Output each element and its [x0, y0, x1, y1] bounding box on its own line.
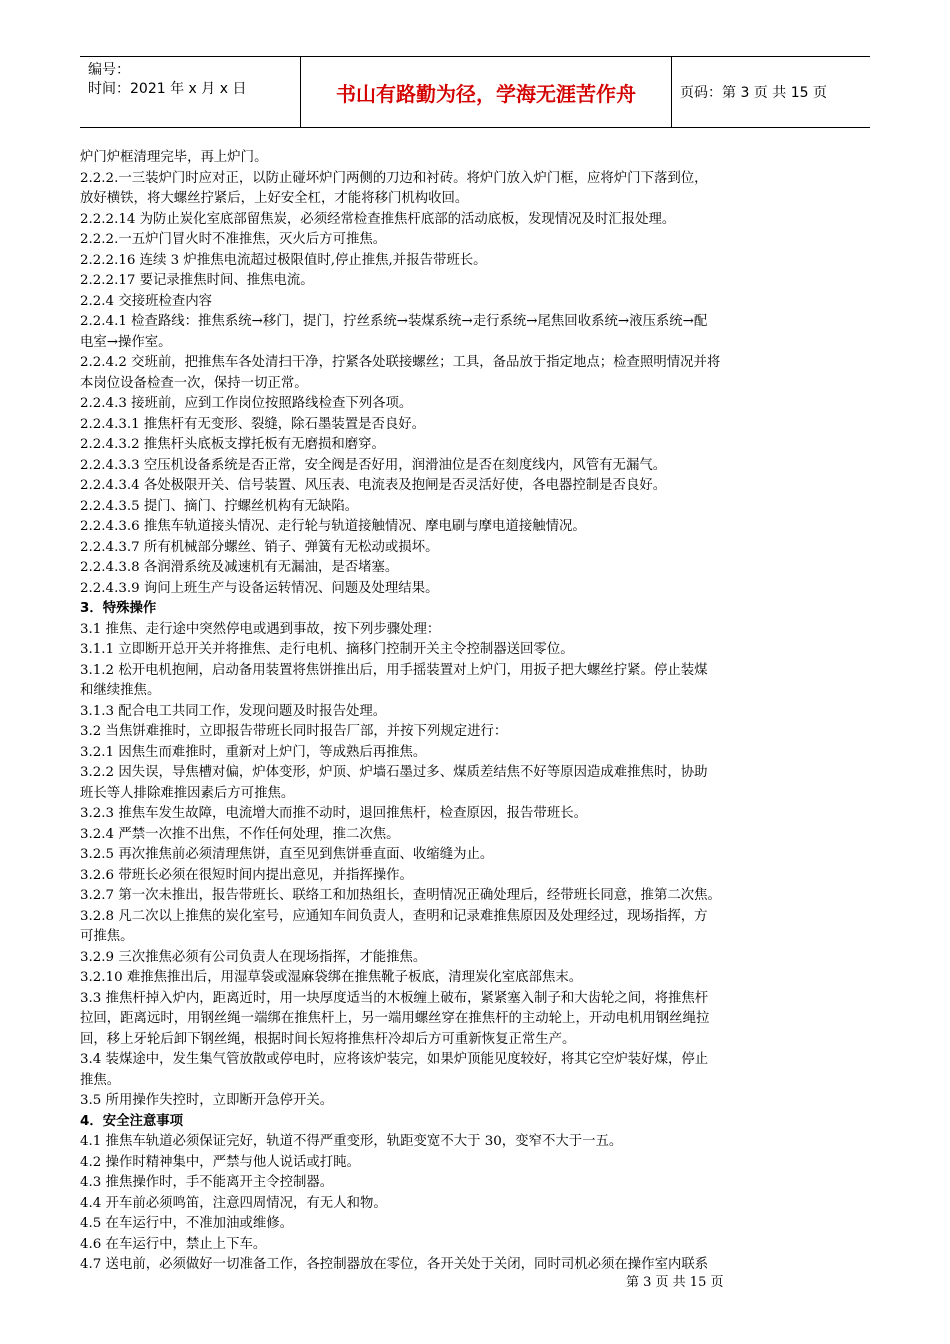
text-line: 2.2.4.3.4 各处极限开关、信号装置、风压表、电流表及抱闸是否灵活好使，各电器控制是否良好。 — [80, 478, 667, 493]
text-line: 2.2.4.2 交班前，把推焦车各处清扫干净，拧紧各处联接螺丝；工具，备品放于指定地点；检查照明情况并将 — [80, 355, 721, 370]
text-line: 4.5 在车运行中，不准加油或维修。 — [80, 1216, 294, 1231]
text-line: 3.1.1 立即断开总开关并将推焦、走行电机、摘移门控制开关主令控制器送回零位。 — [80, 642, 574, 657]
text-line: 回，移上牙轮后卸下钢丝绳，根据时间长短将推焦杆冷却后方可重新恢复正常生产。 — [80, 1031, 576, 1047]
text-line: 炉门炉框清理完毕，再上炉门。 — [80, 150, 268, 165]
text-line: 本岗位设备检查一次，保持一切正常。 — [80, 375, 308, 391]
text-line: 可推焦。 — [80, 929, 134, 944]
date-label: 时间：2021 年 x 月 x 日 — [88, 81, 247, 97]
text-line: 3.2.10 难推焦推出后，用湿草袋或湿麻袋绑在推焦靴子板底，清理炭化室底部焦末。 — [80, 970, 583, 985]
text-line: 3.2.1 因焦生而难推时，重新对上炉门，等成熟后再推焦。 — [80, 744, 427, 760]
text-line: 3.1 推焦、走行途中突然停电或遇到事故，按下列步骤处理： — [80, 621, 441, 637]
text-line: 2.2.4.3.6 推焦车轨道接头情况、走行轮与轨道接触情况、摩电刷与摩电道接触情况。 — [80, 519, 586, 534]
document-body — [80, 148, 872, 1276]
text-line: 3.2.3 推焦车发生故障，电流增大而推不动时，退回推焦杆，检查原因，报告带班长。 — [80, 806, 587, 821]
text-line: 3.5 所用操作失控时，立即断开急停开关。 — [80, 1093, 334, 1108]
text-line: 3.1.2 松开电机抱闸，启动备用装置将焦饼推出后，用手摇装置对上炉门，用扳子把大螺丝拧紧。停止装煤 — [80, 662, 708, 678]
text-line: 2.2.4.3.8 各润滑系统及减速机有无漏油，是否堵塞。 — [80, 560, 399, 575]
text-line: 推焦。 — [80, 1072, 121, 1088]
text-line: 3.2.9 三次推焦必须有公司负责人在现场指挥，才能推焦。 — [80, 949, 427, 965]
text-line: 3.3 推焦杆掉入炉内，距离近时，用一块厚度适当的木板缠上破布，紧紧塞入制子和大齿轮之间，将推焦杆 — [80, 990, 709, 1006]
text-line: 3.2.2 因失误，导焦槽对偏，炉体变形，炉顶、炉墙石墨过多、煤质差结焦不好等原因造成难推焦时，协助 — [80, 765, 708, 780]
text-line: 班长等人排除难推因素后方可推焦。 — [80, 785, 295, 801]
text-line: 3.2.5 再次推焦前必须清理焦饼，直至见到焦饼垂直面、收缩缝为止。 — [80, 847, 494, 862]
text-line: 3.2.4 严禁一次推不出焦，不作任何处理，推二次焦。 — [80, 826, 400, 842]
text-line: 4.6 在车运行中，禁止上下车。 — [80, 1236, 267, 1252]
text-line: 电室→操作室。 — [80, 334, 172, 350]
text-line: 2.2.4.3.9 询问上班生产与设备运转情况、问题及处理结果。 — [80, 580, 439, 596]
text-line: 2.2.4.3.7 所有机械部分螺丝、销子、弹簧有无松动或损坏。 — [80, 539, 439, 555]
text-line: 3.1.3 配合电工共同工作，发现问题及时报告处理。 — [80, 703, 387, 719]
text-line: 4.2 操作时精神集中，严禁与他人说话或打盹。 — [80, 1154, 360, 1170]
doc-number-label: 编号： — [88, 62, 130, 78]
header-page-code — [672, 57, 870, 127]
header-meta — [80, 57, 301, 127]
text-line: 2.2.2.14 为防止炭化室底部留焦炭，必须经常检查推焦杆底部的活动底板，发现情况及时汇报处理。 — [80, 211, 676, 227]
text-line: 2.2.4.3.3 空压机设备系统是否正常，安全阀是否好用，润滑油位是否在刻度线内，风管有无漏气。 — [80, 457, 667, 473]
text-line: 3.4 装煤途中，发生集气管放散或停电时，应将该炉装完，如果炉顶能见度较好，将其它空炉装好煤，停止 — [80, 1052, 709, 1067]
text-line: 拉回，距离远时，用钢丝绳一端绑在推焦杆上，另一端用螺丝穿在推焦杆的主动轮上，开动电机用钢丝绳拉 — [80, 1011, 710, 1026]
text-line: 2.2.4.3.2 推焦杆头底板支撑托板有无磨损和磨穿。 — [80, 437, 385, 452]
text-line: 4.7 送电前，必须做好一切准备工作，各控制器放在零位，各开关处于关闭，同时司机必须在操作室内联系 — [80, 1257, 709, 1272]
text-line: 3.2 当焦饼难推时，立即报告带班长同时报告厂部，并按下列规定进行： — [80, 724, 508, 739]
text-line: 4.4 开车前必须鸣笛，注意四周情况，有无人和物。 — [80, 1195, 387, 1211]
header-slogan: 书山有路勤为径，学海无涯苦作舟 — [301, 57, 672, 127]
text-line: 4.1 推焦车轨道必须保证完好，轨道不得严重变形，轨距变宽不大于 30，变窄不大于一五。 — [80, 1134, 623, 1149]
text-line: 2.2.2.17 要记录推焦时间、推焦电流。 — [80, 273, 314, 288]
text-line: 2.2.4.3.5 提门、摘门、拧螺丝机构有无缺陷。 — [80, 498, 359, 514]
text-line: 2.2.4 交接班检查内容 — [80, 293, 213, 309]
page-footer: 第 3 页 共 15 页 — [626, 1275, 724, 1290]
text-line: 和继续推焦。 — [80, 683, 161, 698]
text-line: 4.3 推焦操作时，手不能离开主令控制器。 — [80, 1175, 334, 1190]
section-heading: 3．特殊操作 — [80, 601, 157, 616]
text-line: 放好横铁，将大螺丝拧紧后，上好安全杠，才能将移门机构收回。 — [80, 191, 469, 206]
text-line: 2.2.4.1 检查路线：推焦系统→移门，提门，拧丝系统→装煤系统→走行系统→尾焦回收系统→液压系统→配 — [80, 314, 708, 329]
page-header — [80, 56, 870, 128]
text-line: 2.2.4.3.1 推焦杆有无变形、裂缝，除石墨装置是否良好。 — [80, 416, 426, 432]
text-line: 2.2.4.3 接班前，应到工作岗位按照路线检查下列各项。 — [80, 396, 413, 411]
page-code-text: 页码：第 3 页 共 15 页 — [680, 85, 827, 101]
text-line: 3.2.8 凡二次以上推焦的炭化室号，应通知车间负责人，查明和记录难推焦原因及处理经过，现场指挥，方 — [80, 908, 708, 924]
text-line: 2.2.2.一五炉门冒火时不准推焦，灭火后方可推焦。 — [80, 232, 387, 247]
section-heading: 4．安全注意事项 — [80, 1113, 184, 1129]
text-line: 2.2.2.一三装炉门时应对正，以防止碰坏炉门两侧的刀边和衬砖。将炉门放入炉门框，应将炉门下落到位， — [80, 170, 708, 186]
text-line: 2.2.2.16 连续 3 炉推焦电流超过极限值时,停止推焦,并报告带班长。 — [80, 252, 487, 268]
text-line: 3.2.6 带班长必须在很短时间内提出意见，并指挥操作。 — [80, 867, 413, 883]
text-line: 3.2.7 第一次未推出，报告带班长、联络工和加热组长，查明情况正确处理后，经带班长同意，推第二次焦。 — [80, 888, 721, 903]
